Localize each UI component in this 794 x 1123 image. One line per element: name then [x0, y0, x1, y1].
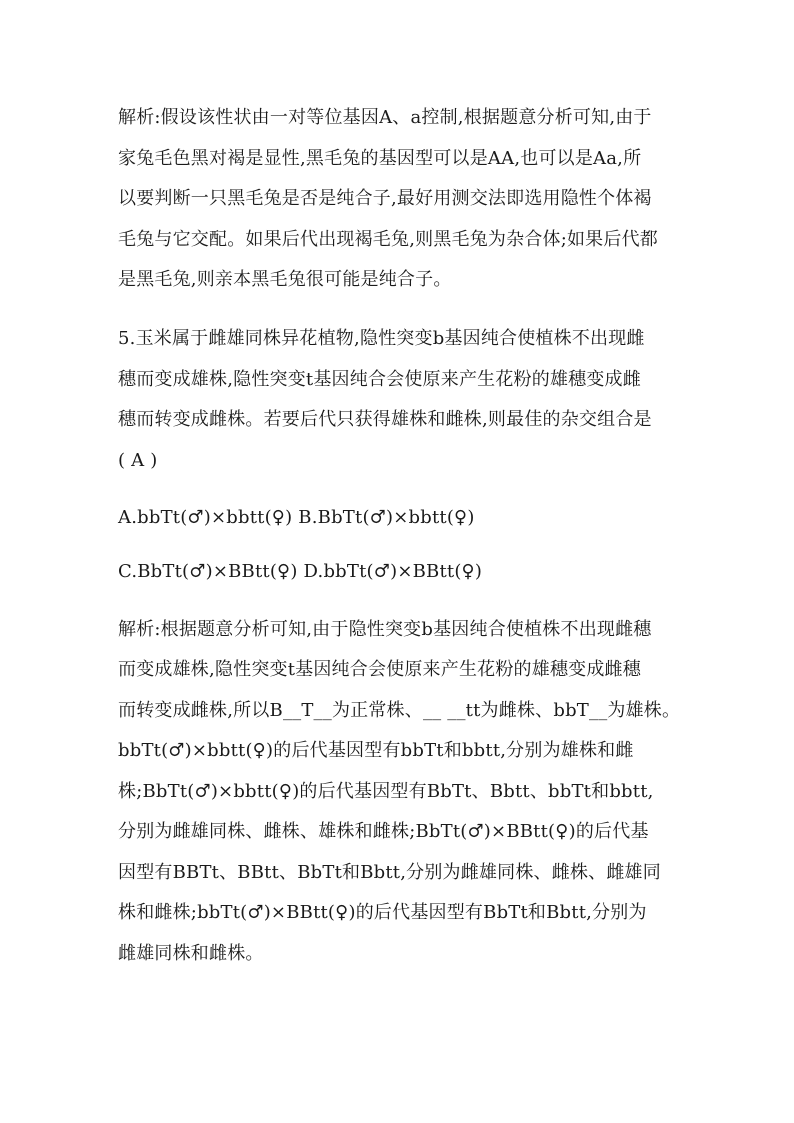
analysis-2-line-8: 株和雌株;bbTt(♂)×BBtt(♀)的后代基因型有BbTt和Bbtt,分别为 — [118, 902, 647, 923]
question-5-answer: ( A ) — [118, 450, 158, 471]
analysis-2-line-6: 分别为雌雄同株、雌株、雄株和雌株;BbTt(♂)×BBtt(♀)的后代基 — [118, 821, 649, 842]
analysis-2-line-7: 因型有BBTt、BBtt、BbTt和Bbtt,分别为雌雄同株、雌株、雌雄同 — [118, 862, 661, 883]
question-5-line-2: 穗而变成雄株,隐性突变t基因纯合会使原来产生花粉的雄穗变成雌 — [118, 369, 641, 390]
analysis-2-line-9: 雌雄同株和雌株。 — [118, 943, 264, 964]
question-5-line-3: 穗而转变成雌株。若要后代只获得雄株和雌株,则最佳的杂交组合是 — [118, 409, 652, 430]
analysis-2-line-4: bbTt(♂)×bbtt(♀)的后代基因型有bbTt和bbtt,分别为雄株和雌 — [118, 740, 634, 761]
analysis-2-line-3: 而转变成雌株,所以B__T__为正常株、__ __tt为雌株、bbT__为雄株。 — [118, 700, 681, 721]
question-5-options-cd: C.BbTt(♂)×BBtt(♀) D.bbTt(♂)×BBtt(♀) — [118, 561, 483, 582]
analysis-2-line-5: 株;BbTt(♂)×bbtt(♀)的后代基因型有BbTt、Bbtt、bbTt和bbtt, — [118, 781, 654, 802]
analysis-2-line-1: 解析:根据题意分析可知,由于隐性突变b基因纯合使植株不出现雌穗 — [118, 619, 652, 640]
analysis-1-line-3: 以要判断一只黑毛兔是否是纯合子,最好用测交法即选用隐性个体褐 — [118, 188, 652, 209]
analysis-1-line-1: 解析:假设该性状由一对等位基因A、a控制,根据题意分析可知,由于 — [118, 107, 652, 128]
analysis-1-line-4: 毛兔与它交配。如果后代出现褐毛兔,则黑毛兔为杂合体;如果后代都 — [118, 229, 658, 250]
analysis-2-line-2: 而变成雄株,隐性突变t基因纯合会使原来产生花粉的雄穗变成雌穗 — [118, 659, 641, 680]
analysis-1-line-2: 家兔毛色黑对褐是显性,黑毛兔的基因型可以是AA,也可以是Aa,所 — [118, 148, 642, 169]
question-5-line-1: 5.玉米属于雌雄同株异花植物,隐性突变b基因纯合使植株不出现雌 — [118, 328, 645, 349]
analysis-1-line-5: 是黑毛兔,则亲本黑毛兔很可能是纯合子。 — [118, 269, 452, 290]
question-5-options-ab: A.bbTt(♂)×bbtt(♀) B.BbTt(♂)×bbtt(♀) — [118, 507, 475, 528]
